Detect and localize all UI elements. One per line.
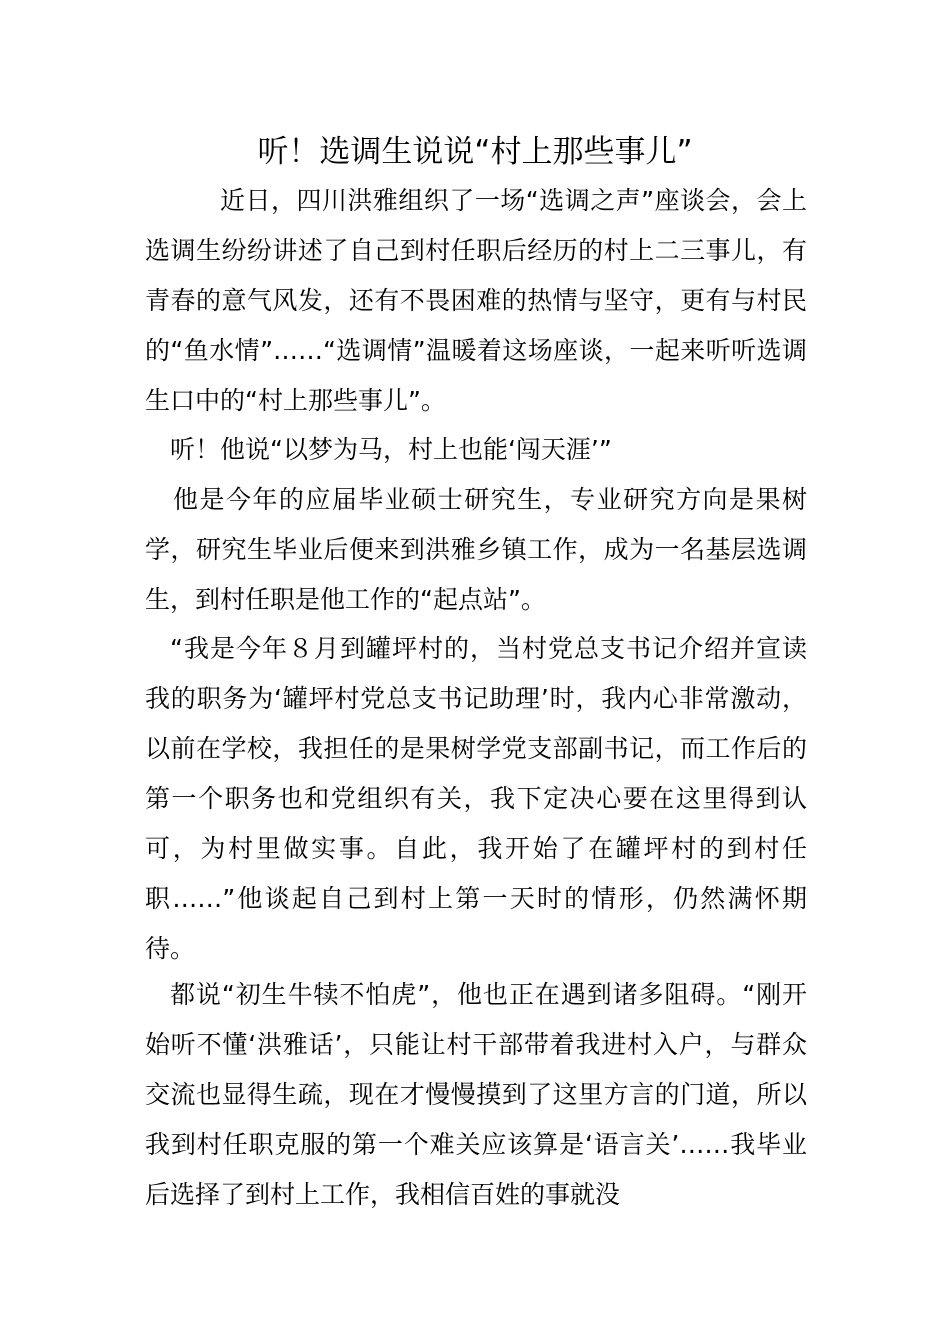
section-heading: 听！他说“以梦为马，村上也能‘闯天涯’” <box>170 435 612 464</box>
document-title: 听！选调生说说“村上那些事儿” <box>257 134 693 170</box>
paragraph-challenges: 都说“初生牛犊不怕虎”，他也正在遇到诸多阻碍。“刚开始听不懂‘洪雅话’，只能让村干部带着我进村入户，与群众交流也显得生疏，现在才慢慢摸到了这里方言的门道，所以我到村任职克服的第一个难关应该算是‘语言关’……我毕业后选择了到村上工作，我相信百姓的事就没 <box>145 980 807 1209</box>
paragraph-intro: 近日，四川洪雅组织了一场“选调之声”座谈会，会上选调生纷纷讲述了自己到村任职后经历的村上二三事儿，有青春的意气风发，还有不畏困难的热情与坚守，更有与村民的“鱼水情”……“选调情”温暖着这场座谈，一起来听听选调生口中的“村上那些事儿”。 <box>145 186 807 415</box>
paragraph-quote: “我是今年８月到罐坪村的，当村党总支书记介绍并宣读我的职务为‘罐坪村党总支书记助理’时，我内心非常激动，以前在学校，我担任的是果树学党支部副书记，而工作后的第一个职务也和党组织有关，我下定决心要在这里得到认可，为村里做实事。自此，我开始了在罐坪村的到村任职……”他谈起自己到村上第一天时的情形，仍然满怀期待。 <box>145 634 807 963</box>
paragraph-background: 他是今年的应届毕业硕士研究生，专业研究方向是果树学，研究生毕业后便来到洪雅乡镇工作，成为一名基层选调生，到村任职是他工作的“起点站”。 <box>145 485 807 614</box>
